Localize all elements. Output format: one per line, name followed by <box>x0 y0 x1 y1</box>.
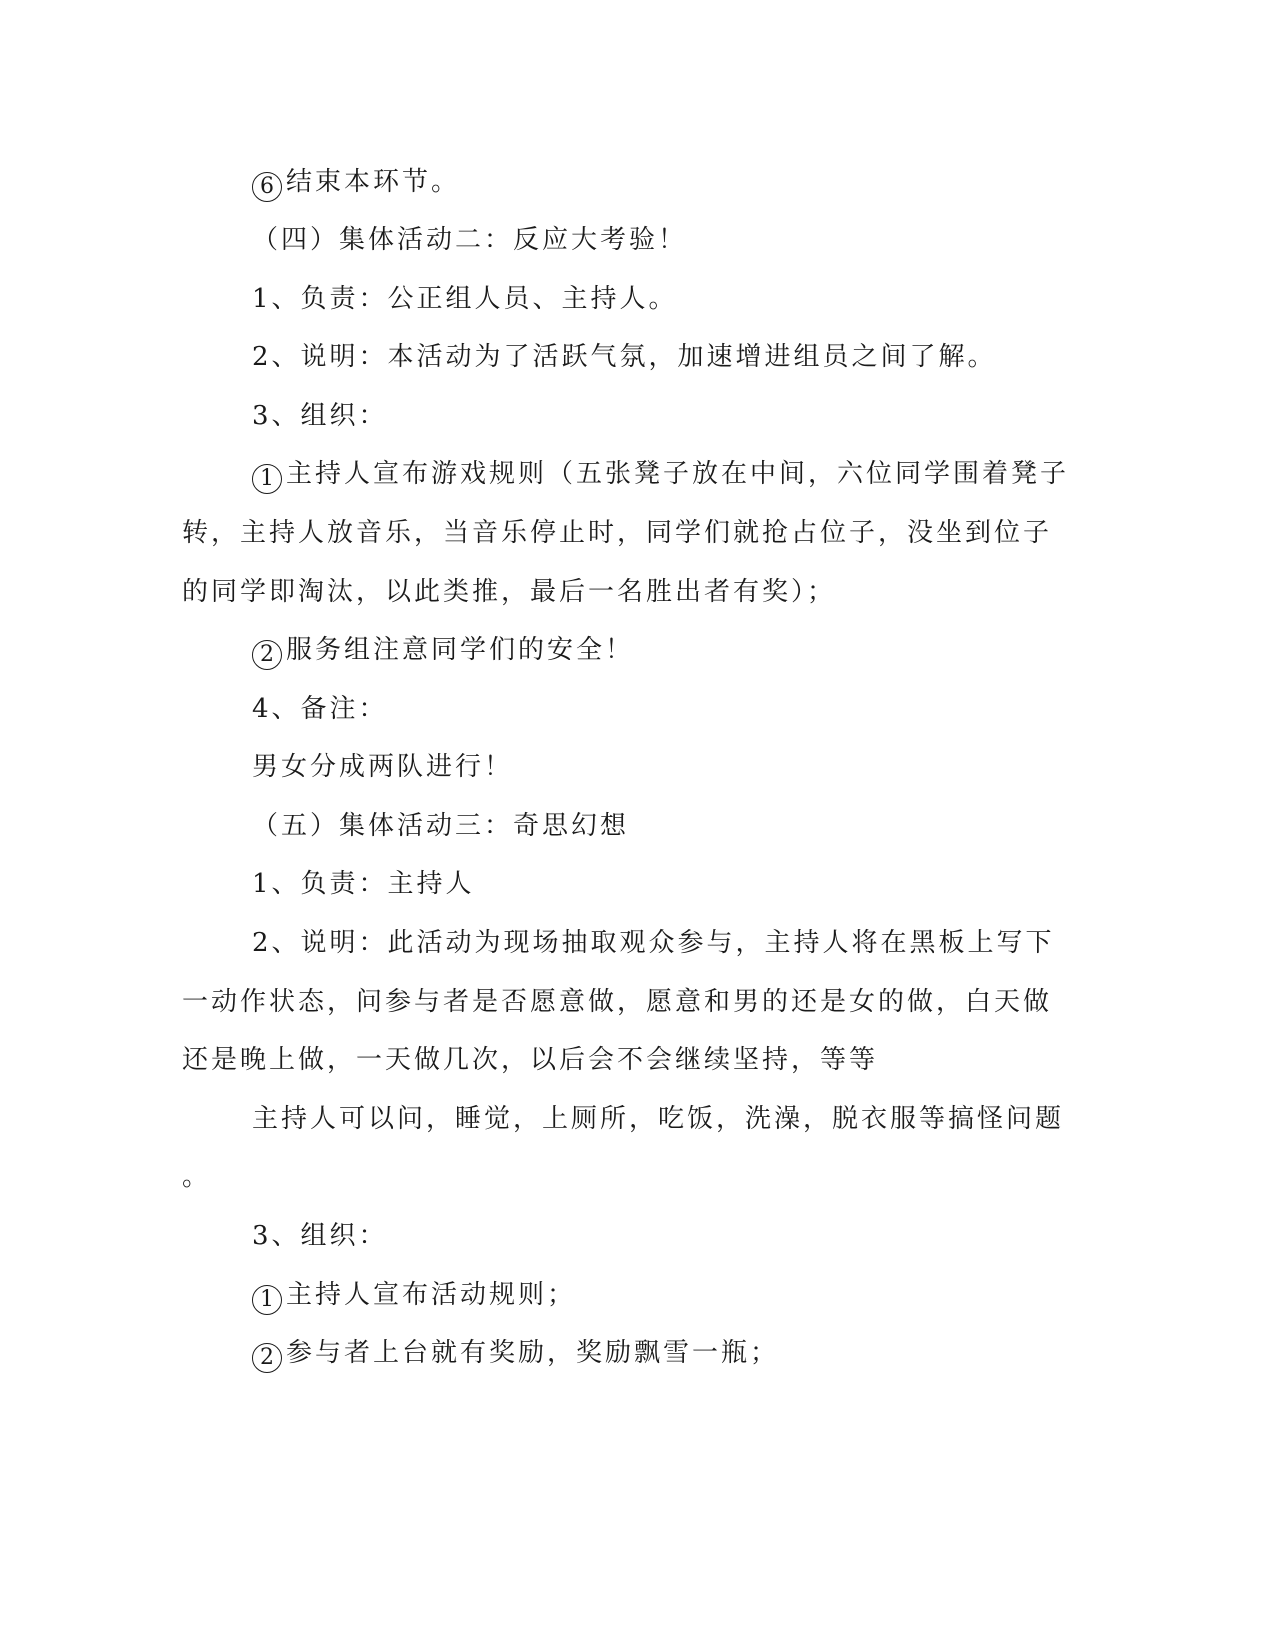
circled-number: 2 <box>252 1343 282 1373</box>
paragraph-notes-label: 4、备注： <box>252 694 388 724</box>
paragraph-text: 主持人宣布活动规则； <box>286 1280 577 1310</box>
paragraph-questions-cont: 。 <box>182 1162 212 1192</box>
paragraph-text: 主持人宣布游戏规则（五张凳子放在中间，六位同学围着凳子 <box>286 459 1070 489</box>
paragraph-responsible: 1、负责：公正组人员、主持人。 <box>252 284 678 314</box>
paragraph-description: 2、说明：本活动为了活跃气氛，加速增进组员之间了解。 <box>252 342 997 372</box>
paragraph-text: 结束本环节。 <box>286 167 461 197</box>
paragraph-questions: 主持人可以问，睡觉，上厕所，吃饭，洗澡，脱衣服等搞怪问题 <box>252 1104 1065 1134</box>
circled-number: 1 <box>252 1285 282 1315</box>
paragraph-responsible: 1、负责：主持人 <box>252 869 475 899</box>
paragraph-rule-2 <box>252 1336 779 1373</box>
section-heading-5: （五）集体活动三：奇思幻想 <box>252 811 630 841</box>
paragraph-description-cont: 一动作状态，问参与者是否愿意做，愿意和男的还是女的做，白天做 <box>182 987 1053 1017</box>
paragraph-notes: 男女分成两队进行！ <box>252 752 514 782</box>
paragraph-rule-1 <box>252 1278 576 1315</box>
paragraph-rule-1-cont: 的同学即淘汰，以此类推，最后一名胜出者有奖）； <box>182 577 837 607</box>
section-heading-4: （四）集体活动二：反应大考验！ <box>252 225 688 255</box>
paragraph-text: 参与者上台就有奖励，奖励飘雪一瓶； <box>286 1338 780 1368</box>
paragraph-rule-1-cont: 转，主持人放音乐，当音乐停止时，同学们就抢占位子，没坐到位子 <box>182 518 1053 548</box>
paragraph-description-cont: 还是晚上做，一天做几次，以后会不会继续坚持，等等 <box>182 1045 879 1075</box>
circled-number: 1 <box>252 464 282 494</box>
paragraph-organization-label: 3、组织： <box>252 1221 388 1251</box>
paragraph-rule-1 <box>252 457 1069 494</box>
paragraph-rule-2 <box>252 633 634 670</box>
circled-number: 2 <box>252 640 282 670</box>
paragraph-description: 2、说明：此活动为现场抽取观众参与，主持人将在黑板上写下 <box>252 928 1055 958</box>
paragraph-text: 服务组注意同学们的安全！ <box>286 635 635 665</box>
circled-number: 6 <box>252 172 282 202</box>
paragraph-end-section <box>252 165 460 202</box>
paragraph-organization-label: 3、组织： <box>252 401 388 431</box>
